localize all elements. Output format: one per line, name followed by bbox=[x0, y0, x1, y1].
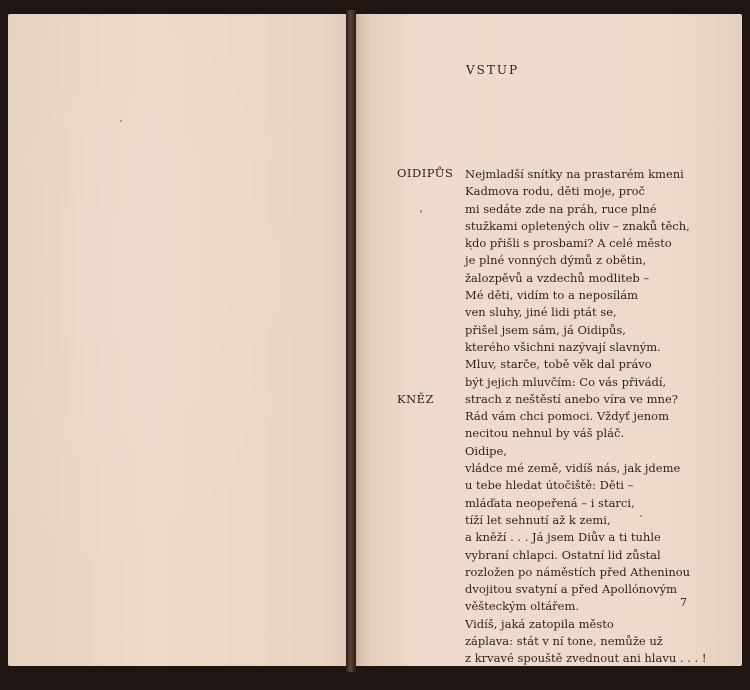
page-speck bbox=[420, 210, 422, 213]
verse-line: dvojitou svatyní a před Apollónovým bbox=[465, 582, 678, 597]
verse-line: z krvavé spouště zvednout ani hlavu . . . ! bbox=[465, 651, 707, 666]
verse-line: mi sedáte zde na práh, ruce plné bbox=[465, 201, 657, 216]
verse-line: strach z neštěstí anebo víra ve mne? bbox=[465, 391, 678, 406]
verse-line: vybraní chlapci. Ostatní lid zůstal bbox=[465, 547, 661, 562]
verse-line: žalozpěvů a vzdechů modliteb – bbox=[465, 270, 650, 285]
verse-line: kterého všichni nazývají slavným. bbox=[465, 339, 661, 354]
verse-line: věšteckým oltářem. bbox=[465, 599, 580, 614]
verse-line: Mluv, starče, tobě věk dal právo bbox=[465, 357, 652, 372]
section-heading: VSTUP bbox=[466, 63, 520, 77]
verse-text bbox=[465, 166, 707, 668]
speaker-name-oidipus: OIDIPŮS bbox=[397, 166, 454, 180]
verse-line: u tebe hledat útočiště: Děti – bbox=[465, 478, 634, 493]
verse-line: tíží let sehnutí až k zemi, bbox=[465, 512, 611, 527]
verse-line: rozložen po náměstích před Atheninou bbox=[465, 564, 691, 579]
book-gutter bbox=[346, 10, 356, 672]
verse-line: Oidipe, bbox=[465, 443, 507, 458]
verse-line: necitou nehnul by váš pláč. bbox=[465, 426, 625, 441]
verse-line: Nejmladší snítky na prastarém kmeni bbox=[465, 167, 684, 181]
verse-line: ven sluhy, jiné lidi ptát se, bbox=[465, 305, 617, 320]
verse-line: je plné vonných dýmů z obětin, bbox=[465, 253, 647, 268]
speaker-name-knez: KNĚZ bbox=[397, 392, 435, 406]
verse-line: a kněží . . . Já jsem Diův a ti tuhle bbox=[465, 530, 661, 545]
verse-line: přišel jsem sám, já Oidipůs, bbox=[465, 322, 626, 337]
verse-line: mláďata neopeřená – i starci, bbox=[465, 495, 635, 510]
left-page-shade bbox=[8, 14, 366, 666]
verse-line: kdo přišli s prosbami? A celé město bbox=[465, 236, 672, 251]
verse-line: záplava: stát v ní tone, nemůže už bbox=[465, 634, 663, 649]
verse-line: být jejich mluvčím: Co vás přivádí, bbox=[465, 374, 667, 389]
verse-line: Rád vám chci pomoci. Vždyť jenom bbox=[465, 409, 669, 424]
page-speck bbox=[120, 120, 122, 122]
verse-line: Kadmova rodu, děti moje, proč bbox=[465, 184, 646, 199]
verse-line: stužkami opletených oliv – znaků těch, bbox=[465, 218, 690, 233]
page-number: 7 bbox=[680, 596, 687, 609]
verse-line: Mé děti, vidím to a neposílám bbox=[465, 288, 639, 303]
verse-line: Vidíš, jaká zatopila město bbox=[465, 616, 614, 631]
verse-line: vládce mé země, vidíš nás, jak jdeme bbox=[465, 461, 681, 476]
